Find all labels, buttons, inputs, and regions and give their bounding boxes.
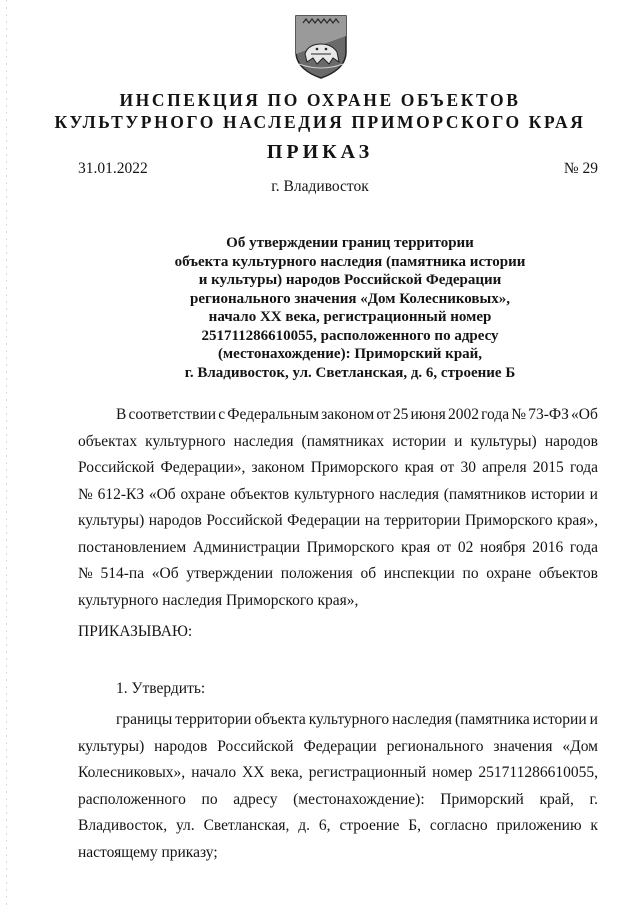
subject-line: регионального значения «Дом Колесниковых»,	[189, 290, 510, 307]
word: объектов	[538, 565, 598, 582]
primorsky-coat-of-arms-icon	[293, 14, 349, 80]
word: 25	[392, 406, 409, 423]
word: 514-па	[100, 565, 145, 582]
word: соответствии	[128, 406, 217, 423]
word: Приморский	[440, 790, 524, 808]
word: Федерации»,	[160, 459, 246, 476]
word: охране	[486, 565, 532, 582]
word: Б,	[408, 817, 421, 834]
word: ноября	[479, 538, 526, 556]
subject-line: объекта культурного наследия (памятника истории	[174, 253, 526, 270]
word: культуры)	[470, 432, 537, 450]
word: года	[569, 538, 598, 556]
word: объекта	[254, 711, 306, 728]
word: и	[454, 432, 463, 450]
word: 6,	[318, 817, 331, 834]
word: апреля	[482, 459, 527, 476]
word: №	[78, 565, 93, 582]
item-1-line	[78, 813, 598, 840]
word: и	[589, 485, 598, 503]
document-city: г. Владивосток	[271, 178, 369, 195]
document-date: 31.01.2022	[78, 160, 148, 177]
word: территории	[384, 512, 461, 529]
word: «Об	[151, 565, 179, 582]
word: Российской	[217, 737, 294, 755]
word: инспекции	[383, 565, 455, 582]
word: начало	[191, 764, 237, 781]
subject-line: и культуры) народов Российской Федерации	[198, 272, 502, 288]
word: постановлением	[78, 538, 187, 556]
word: края	[400, 538, 431, 556]
word: края»,	[557, 512, 598, 529]
word: строение	[339, 817, 400, 834]
word: культуры)	[78, 737, 145, 755]
subject-line: начало XX века, регистрационный номер	[208, 309, 492, 325]
preamble-line	[78, 429, 598, 456]
word: В	[116, 406, 127, 423]
word: культурного	[294, 485, 375, 503]
item-1-line	[78, 707, 598, 734]
item-1-line	[78, 787, 598, 814]
item-1-line	[78, 734, 598, 761]
item-1-line	[78, 760, 598, 787]
word: 02	[457, 538, 474, 556]
item-1-paragraph	[78, 707, 598, 866]
word: утверждении	[186, 565, 274, 582]
word: край,	[539, 790, 574, 808]
preamble-line	[78, 561, 598, 588]
preamble-line	[78, 482, 598, 509]
preamble-line: культурного наследия Приморского края»,	[78, 591, 359, 609]
item-1-line: настоящему приказу;	[78, 843, 218, 861]
word: 73-ФЗ	[528, 406, 569, 423]
word: июня	[410, 406, 446, 423]
word: от	[440, 459, 455, 476]
word: №	[511, 406, 527, 423]
word: года	[569, 459, 598, 476]
word: (памятниках	[301, 432, 385, 450]
word: законом	[321, 406, 375, 423]
word: значения	[493, 737, 553, 755]
word: Федерации	[303, 737, 377, 755]
word: ул.	[175, 817, 195, 834]
word: Российской	[78, 459, 155, 476]
word: наследия	[233, 432, 294, 450]
order-subject	[140, 234, 560, 382]
preamble-line	[78, 508, 598, 535]
item-1-heading: 1. Утвердить:	[116, 680, 206, 697]
word: Российской	[206, 512, 283, 529]
word: по	[201, 790, 218, 808]
word: (памятников	[443, 485, 527, 503]
word: Светланская,	[203, 817, 290, 834]
word: (местонахождение):	[293, 790, 425, 808]
word: 612-КЗ	[97, 485, 145, 503]
word: края	[404, 459, 434, 476]
word: расположенного	[78, 790, 186, 808]
preamble-line	[78, 455, 598, 482]
word: к	[590, 817, 598, 834]
word: Приморского	[310, 459, 399, 476]
word: согласно	[429, 817, 488, 834]
word: культуры)	[78, 512, 145, 529]
word: 2002	[447, 406, 479, 423]
word: на	[364, 512, 380, 529]
subject-line: г. Владивосток, ул. Светланская, д. 6, строение Б	[184, 364, 516, 381]
word: с	[218, 406, 226, 423]
word: наследия	[379, 485, 439, 503]
word: Федеральным	[227, 406, 320, 423]
word: объектах	[78, 432, 138, 450]
word: законом	[251, 459, 305, 476]
preamble-line	[78, 535, 598, 562]
subject-line: (местонахождение): Приморский край,	[217, 346, 483, 362]
order-word: ПРИКАЗЫВАЮ:	[78, 623, 193, 640]
word: 251711286610055,	[478, 764, 598, 781]
document-type-title: ПРИКАЗ	[266, 141, 374, 163]
preamble-line	[78, 402, 598, 429]
word: народов	[544, 432, 598, 450]
word: XX	[242, 764, 265, 781]
word: года	[481, 406, 510, 423]
word: адресу	[233, 790, 278, 808]
word: положения	[280, 565, 353, 582]
word: границы	[116, 711, 173, 728]
word: объектов	[230, 485, 290, 503]
preamble-paragraph	[78, 402, 598, 614]
word: регионального	[386, 737, 484, 755]
word: Владивосток,	[78, 817, 168, 834]
document-number: № 29	[563, 160, 598, 177]
word: истории	[532, 711, 587, 728]
word: народов	[148, 512, 202, 529]
word: «Об	[148, 485, 176, 503]
word: и	[589, 711, 598, 728]
word: Колесниковых»,	[78, 764, 186, 781]
word: об	[360, 565, 377, 582]
word: регистрационный	[308, 764, 427, 781]
word: от	[376, 406, 391, 423]
word: (памятника	[454, 711, 530, 728]
word: 30	[460, 459, 476, 476]
subject-line: 251711286610055, расположенного по адресу	[201, 327, 499, 344]
word: 2015	[532, 459, 564, 476]
word: истории	[392, 432, 447, 450]
scan-edge-artifact	[6, 0, 7, 905]
word: «Об	[571, 406, 598, 423]
word: «Дом	[562, 737, 598, 755]
word: номер	[432, 764, 473, 781]
word: от	[436, 538, 452, 556]
word: Приморского	[306, 538, 395, 556]
word: века,	[270, 764, 303, 781]
word: истории	[530, 485, 585, 503]
word: Приморского	[464, 512, 553, 529]
word: охране	[180, 485, 226, 503]
word: народов	[154, 737, 208, 755]
word: приложению	[496, 817, 582, 834]
word: культурного	[308, 711, 390, 728]
organization-title-line2: КУЛЬТУРНОГО НАСЛЕДИЯ ПРИМОРСКОГО КРАЯ	[54, 112, 586, 132]
word: по	[462, 565, 479, 582]
word: г.	[589, 790, 598, 808]
word: №	[78, 485, 93, 503]
word: д.	[298, 817, 311, 834]
word: 2016	[532, 538, 564, 556]
organization-title-line1: ИНСПЕКЦИЯ ПО ОХРАНЕ ОБЪЕКТОВ	[119, 90, 521, 110]
word: культурного	[145, 432, 226, 450]
word: Администрации	[192, 538, 300, 556]
word: Федерации	[287, 512, 361, 529]
word: территории	[175, 711, 252, 728]
word: наследия	[392, 711, 452, 728]
subject-line: Об утверждении границ территории	[226, 235, 474, 251]
